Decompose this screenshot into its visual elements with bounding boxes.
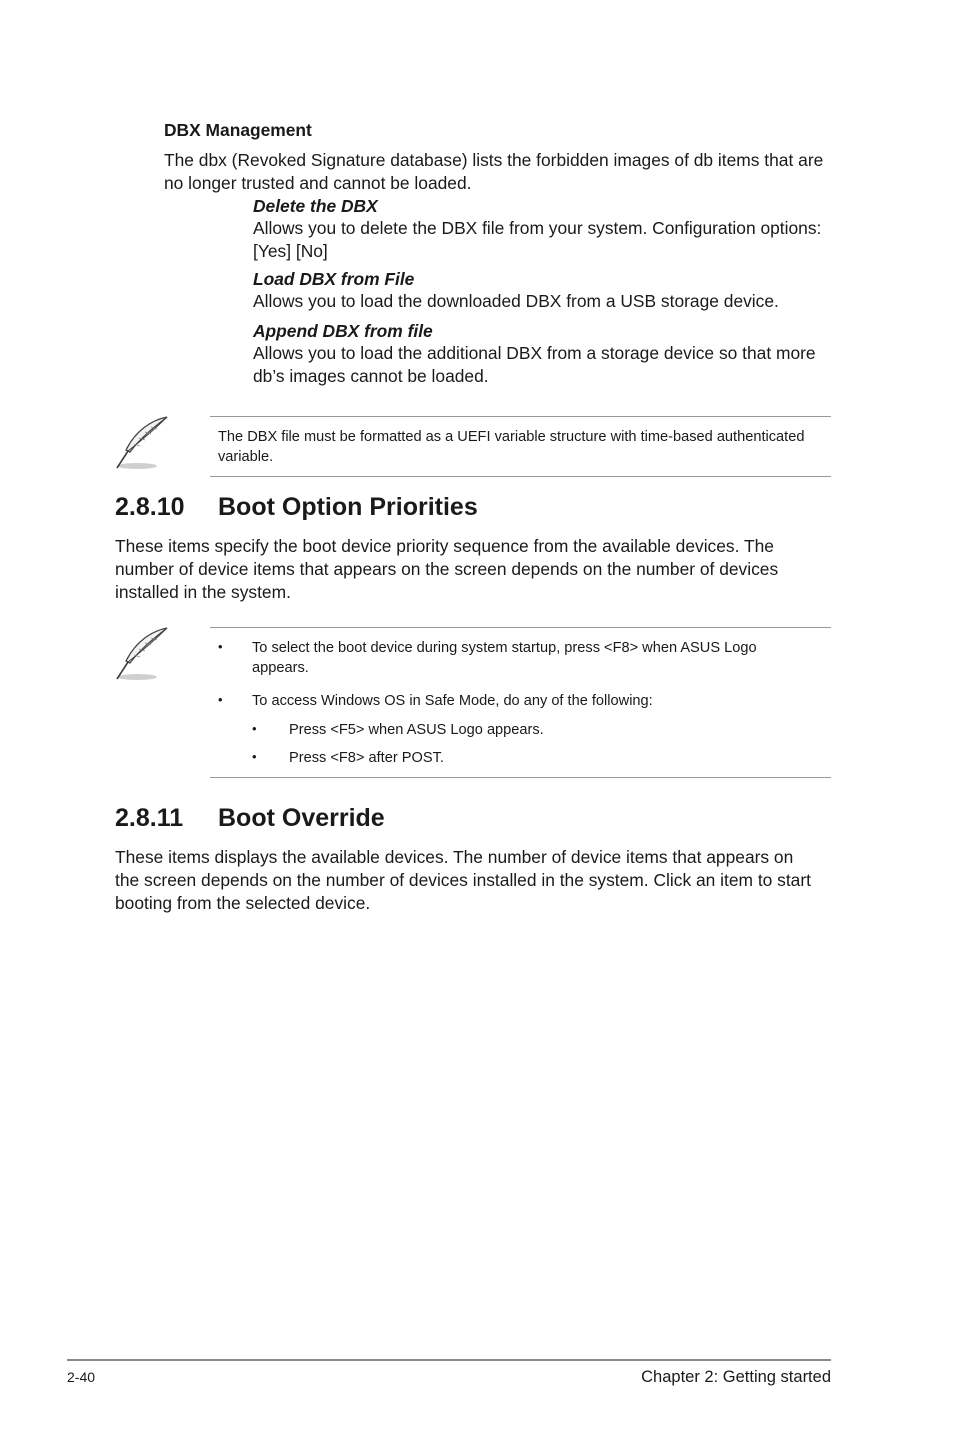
section-number: 2.8.11 <box>115 804 184 832</box>
note-sub-bullet: Press <F8> after POST. <box>289 750 444 766</box>
bullet-icon: • <box>252 749 257 764</box>
bullet-icon: • <box>218 639 223 654</box>
dbx-intro: The dbx (Revoked Signature database) lists the forbidden images of db items that are no longer trusted and cannot be loaded. <box>164 150 824 193</box>
note-bullet: To select the boot device during system startup, press <F8> when ASUS Logo appears. <box>252 640 757 676</box>
note-top-rule <box>210 627 831 628</box>
footer-rule <box>67 1359 831 1361</box>
dbx-item-desc: Allows you to load the additional DBX from a storage device so that more db’s images cannot be loaded. <box>253 343 816 386</box>
section-body: These items displays the available devices. The number of device items that appears on the screen depends on the number of devices installed in the system. Click an item to start booting from the selected device. <box>115 847 811 913</box>
bullet-icon: • <box>218 692 223 707</box>
note-bottom-rule <box>210 777 831 778</box>
section-title: Boot Override <box>218 804 385 832</box>
dbx-item-title: Delete the DBX <box>253 196 378 216</box>
section-number: 2.8.10 <box>115 493 185 521</box>
dbx-heading: DBX Management <box>164 120 312 140</box>
note-bullet: To access Windows OS in Safe Mode, do any of the following: <box>252 693 653 709</box>
dbx-item-title: Append DBX from file <box>253 321 433 341</box>
dbx-item-desc: Allows you to delete the DBX file from your system. Configuration options: [Yes] [No] <box>253 218 822 261</box>
section-body: These items specify the boot device priority sequence from the available devices. The number of device items that appears on the screen depends on the number of devices installed in the system. <box>115 536 779 602</box>
quill-pen-note-icon <box>112 414 170 472</box>
note-bottom-rule <box>210 476 831 477</box>
note-top-rule <box>210 416 831 417</box>
dbx-item-desc: Allows you to load the downloaded DBX from a USB storage device. <box>253 291 779 311</box>
chapter-label: Chapter 2: Getting started <box>641 1368 831 1386</box>
section-heading-2-8-11 <box>115 803 385 833</box>
section-title: Boot Option Priorities <box>218 493 478 521</box>
dbx-item-title: Load DBX from File <box>253 269 415 289</box>
note-sub-bullet: Press <F5> when ASUS Logo appears. <box>289 722 544 738</box>
page-number: 2-40 <box>67 1369 96 1385</box>
quill-pen-note-icon <box>112 625 170 683</box>
dbx-note-text: The DBX file must be formatted as a UEFI variable structure with time-based authenticated variable. <box>218 429 805 465</box>
bullet-icon: • <box>252 721 257 736</box>
section-heading-2-8-10 <box>115 492 478 522</box>
